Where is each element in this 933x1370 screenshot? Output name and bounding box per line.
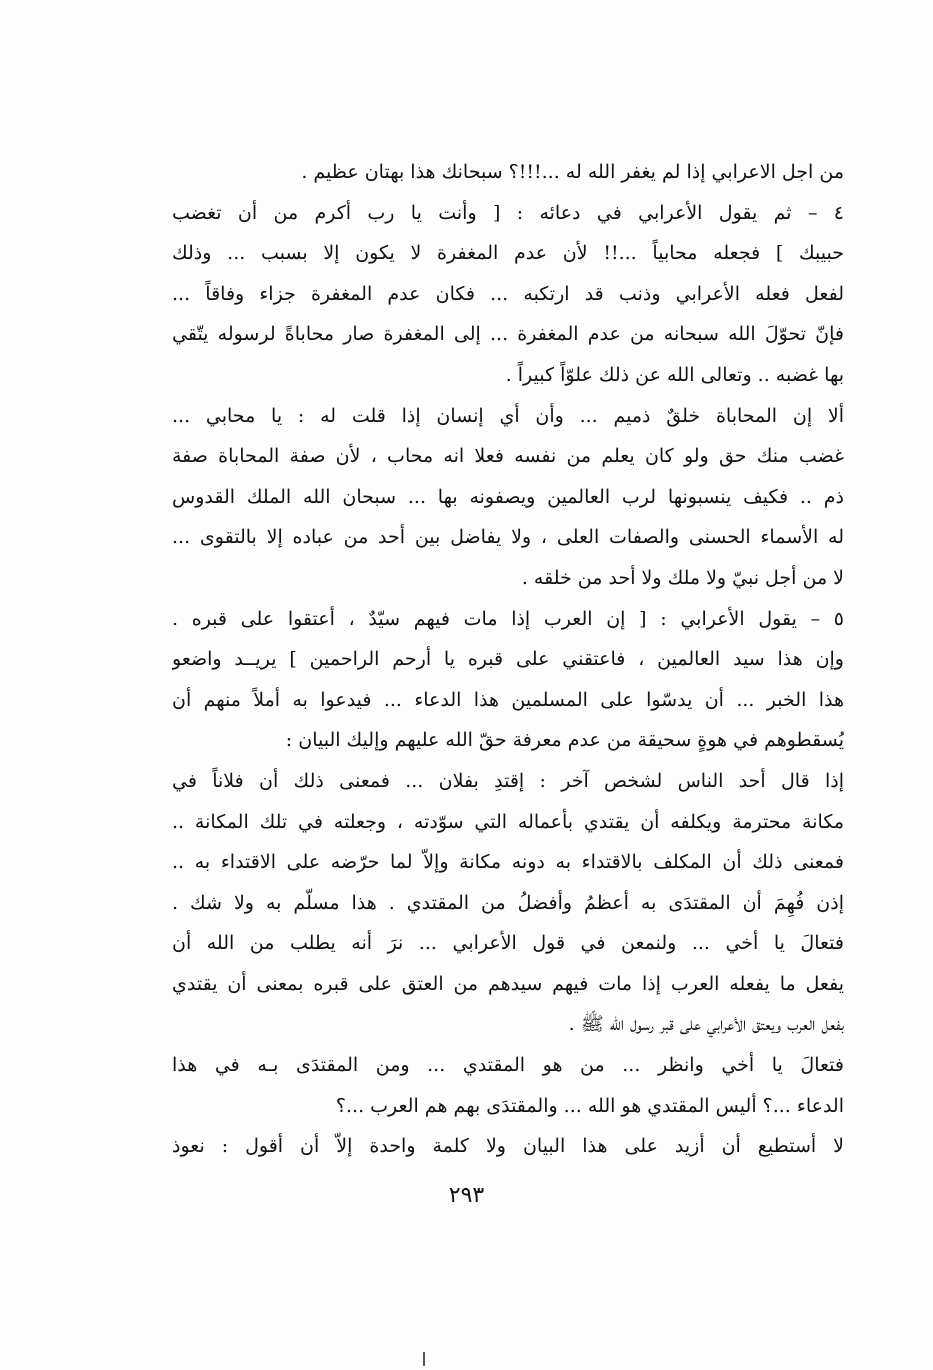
text-line-12: ٥ – يقول الأعرابي : [ إن العرب إذا مات فيهم سيّدٌ ، أعتقوا على قبره . <box>172 607 844 630</box>
text-line-8: غضب منك حق ولو كان يعلم من نفسه فعلا انه محاب ، لأن صفة المحاباة صفة <box>172 445 844 468</box>
text-line-23: فتعالَ يا أخي وانظر ... من هو المقتدي ... ومن المقتدَى بـه في هذا <box>172 1054 844 1077</box>
text-line-20: فتعالَ يا أخي ... ولنمعن في قول الأعرابي ... نرَ أنه يطلب من الله أن <box>172 932 844 955</box>
text-line-17: مكانة محترمة ويكلفه أن يقتدي بأعماله التي سوّدته ، وجعلته في تلك المكانة .. <box>172 810 844 833</box>
body-text <box>172 152 844 1167</box>
text-line-24: الدعاء ...؟ أليس المقتدي هو الله ... والمقتدَى بهم هم العرب ...؟ <box>335 1094 844 1117</box>
text-line-7: ألا إن المحاباة خلقٌ ذميم ... وأن أي إنسان إذا قلت له : يا محابي ... <box>172 404 844 427</box>
text-line-5: فإنّ تحوّلَ الله سبحانه من عدم المغفرة ... إلى المغفرة صار محاباةً لرسوله يتّقي <box>172 323 844 346</box>
text-line-15: يُسقطوهم في هوةٍ سحيقة من عدم معرفة حقّ الله عليهم وإليك البيان : <box>285 729 844 752</box>
text-line-19: إذن فُهِمَ أن المقتدَى به أعظمُ وأفضلُ من المقتدي . هذا مسلّم به ولا شك . <box>172 891 844 914</box>
text-line-4: لفعل فعله الأعرابي وذنب قد ارتكبه ... فكان عدم المغفرة جزاء وفاقاً ... <box>172 282 844 305</box>
text-line-2: ٤ – ثم يقول الأعرابي في دعائه : [ وأنت يا رب أكرم من أن تغضب <box>172 201 844 224</box>
text-line-16: إذا قال أحد الناس لشخص آخر : إقتدِ بفلان ... فمعنى ذلك أن فلاناً في <box>172 769 844 792</box>
text-line-9: ذم .. فكيف ينسبونها لرب العالمين ويصفونه بها ... سبحان الله الملك القدوس <box>172 485 844 508</box>
text-line-10: له الأسماء الحسنى والصفات العلى ، ولا يفاضل بين أحد من عباده إلا بالتقوى ... <box>172 526 844 549</box>
page-number: ٢٩٣ <box>448 1183 485 1208</box>
text-line-13: وإن هذا سيد العالمين ، فاعتقني على قبره يا أرحم الراحمين ] يريــد واضعو <box>172 648 844 671</box>
text-line-18: فمعنى ذلك أن المكلف بالاقتداء به دونه مكانة وإلاّ لما حرّضه على الاقتداء به .. <box>172 851 844 874</box>
text-line-11: لا من أجل نبيّ ولا ملك ولا أحد من خلقه . <box>521 566 844 589</box>
text-line-6: بها غضبه .. وتعالى الله عن ذلك علوّاً كبيراً . <box>505 363 844 386</box>
text-line-14: هذا الخبر ... أن يدسّوا على المسلمين هذا الدعاء ... فيدعوا به أملاً منهم أن <box>172 688 844 711</box>
text-line-1: من اجل الاعرابي إذا لم يغفر الله له ...!!!؟ سبحانك هذا بهتان عظيم . <box>301 161 844 183</box>
text-line-25: لا أستطيع أن أزيد على هذا البيان ولا كلمة واحدة إلاّ أن أقول : نعوذ <box>172 1135 844 1158</box>
scan-mark <box>423 1352 425 1366</box>
text-line-21: يفعل ما يفعله العرب إذا مات فيهم سيدهم من العتق على قبره بمعنى أن يقتدي <box>172 972 844 995</box>
text-line-22: بفعل العرب ويعتق الأعرابي على قبر رسول الله ﷺ . <box>568 1013 844 1036</box>
text-line-3: حبيبك ] فجعله محابياً ...!! لأن عدم المغفرة لا يكون إلا بسبب ... وذلك <box>172 242 844 265</box>
